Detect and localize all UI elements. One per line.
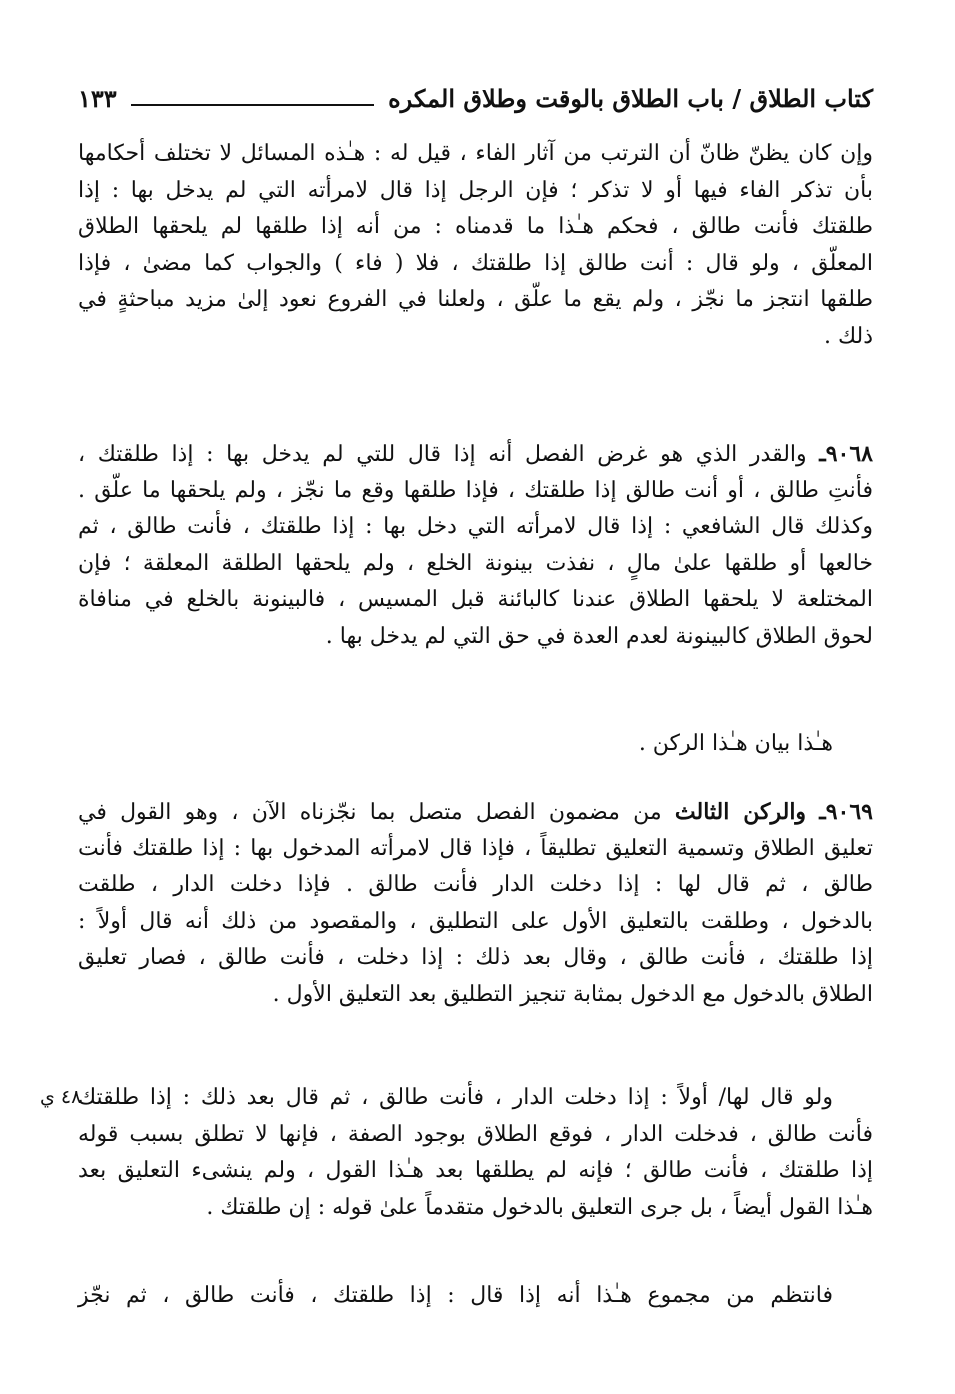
page-number: ١٣٣ <box>78 83 117 113</box>
text-line: فأنت طالق ، فدخلت الدار ، فوقع الطلاق بوجود الصفة ، فإنها لا تطلق بسبب قوله <box>78 1121 873 1147</box>
running-header <box>78 78 873 118</box>
text-line <box>78 794 873 831</box>
paragraph-6 <box>78 1278 873 1315</box>
text-line: المختلعة لا يلحقها الطلاق عندنا كالبائنة قبل المسيس ، فالبينونة بالخلع في منافاة <box>78 587 873 613</box>
paragraph-1 <box>78 136 873 356</box>
text-line: الطلاق بالدخول مع الدخول بمثابة تنجيز التطليق بعد التعليق الأول . <box>272 981 873 1007</box>
text-line: إذا طلقتك ، فأنت طالق ، وقال بعد ذلك : إذا دخلت ، فأنت طالق ، فصار تعليق <box>78 945 873 971</box>
text-line: بأن تذكر الفاء فيها أو لا تذكر ؛ فإن الرجل إذا قال لامرأته التي لم يدخل بها : إذا <box>78 177 873 203</box>
text-line <box>78 436 873 473</box>
text-line: بالدخول ، وطلقت بالتعليق الأول على التطليق ، والمقصود من ذلك أنه قال أولاً : <box>78 908 873 934</box>
text-line: ذلك . <box>823 323 873 349</box>
text-line: لحوق الطلاق كالبينونة لعدم العدة في حق التي لم يدخل بها . <box>325 623 873 649</box>
text-line: خالعها أو طلقها علىٰ مالٍ ، نفذت بينونة الخلع ، ولم يلحقها الطلقة المعلقة ؛ فإن <box>78 550 873 576</box>
text-line: هـٰذا بيان هـٰذا الركن . <box>638 731 833 756</box>
text-segment: من مضمون الفصل متصل بما نجّزناه الآن ، وهو القول في <box>78 800 662 825</box>
paragraph-4 <box>78 794 873 1014</box>
header-title: كتاب الطلاق / باب الطلاق بالوقت وطلاق المكره <box>388 83 873 113</box>
text-line: طالق ، ثم قال لها : إذا دخلت الدار فأنت طالق . فإذا دخلت الدار ، طلقت <box>78 872 873 898</box>
text-line: وكذلك قال الشافعي : إذا قال لامرأته التي دخل بها : إذا طلقتك ، فأنت طالق ، ثم <box>78 514 873 540</box>
text-line: المعلّق ، ولو قال : أنت طالق إذا طلقتك ، فلا ( فاء ) والجواب كما مضىٰ ، فإذا <box>78 250 873 276</box>
header-rule <box>131 104 374 106</box>
text-line: طلقتك فأنت طالق ، فحكم هـٰذا ما قدمناه : من أنه إذا طلقها لم يلحقها الطلاق <box>78 214 873 240</box>
text-segment: والقدر الذي هو غرض الفصل أنه إذا قال للتي لم يدخل بها : إذا طلقتك ، <box>78 442 807 467</box>
paragraph-3 <box>78 726 873 763</box>
text-line: ولو قال لها/ أولاً : إذا دخلت الدار ، فأنت طالق ، ثم قال بعد ذلك : إذا طلقتك <box>78 1085 833 1110</box>
text-line: فانتظم من مجموع هـٰذا أنه إذا قال : إذا طلقتك ، فأنت طالق ، ثم نجّز <box>78 1283 833 1308</box>
text-line: طلقها انتجز ما نجّز ، ولم يقع ما علّق ، ولعلنا في الفروع نعود إلىٰ مزيد مباحثةٍ في <box>78 287 873 313</box>
text-line: إذا طلقتك ، فأنت طالق ؛ فإنه لم يطلقها بعد هـٰذا القول ، ولم ينشىء التعليق بعد <box>78 1158 873 1184</box>
section-number: ٩٠٦٨ـ <box>819 441 873 467</box>
text-line: هـٰذا القول أيضاً ، بل جرى التعليق بالدخول متقدماً علىٰ قوله : إن طلقتك . <box>206 1194 873 1220</box>
section-number: ٩٠٦٩ـ <box>819 799 873 825</box>
paragraph-5 <box>78 1080 873 1226</box>
text-line: وإن كان يظنّ ظانّ أن الترتب من آثار الفاء ، قيل له : هـٰذه المسائل لا تختلف أحكامها <box>78 141 873 166</box>
text-line: تعليق الطلاق وتسمية التعليق تطليقاً ، فإذا قال لامرأته المدخول بها : إذا طلقتك فأنت <box>78 835 873 861</box>
text-line: فأنتِ طالق ، أو أنت طالق إذا طلقتك ، فإذا طلقها وقع ما نجّز ، ولم يلحقها ما علّق . <box>78 477 873 503</box>
section-lead: والركن الثالث <box>674 799 807 825</box>
paragraph-2 <box>78 436 873 656</box>
margin-manuscript-note: ٤٨ ي <box>40 1086 82 1108</box>
